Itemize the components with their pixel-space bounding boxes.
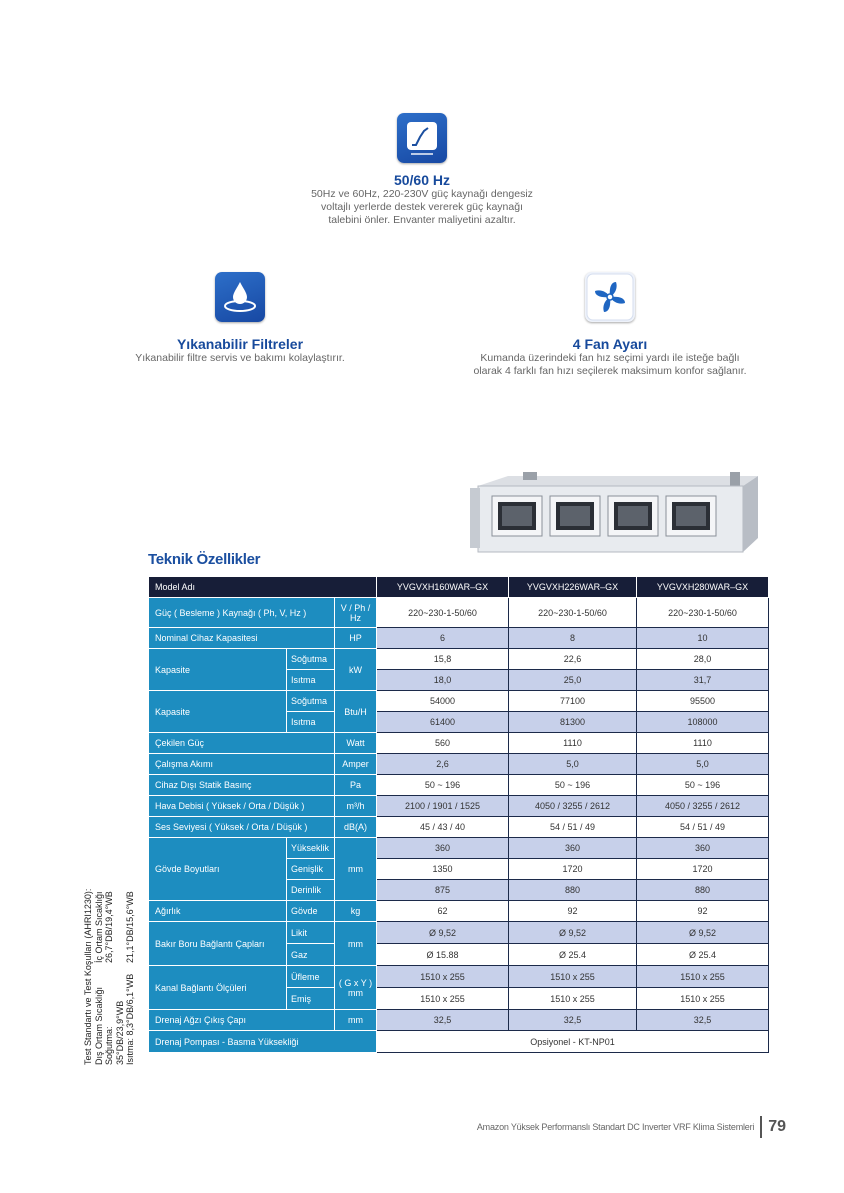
cell-value: 1720: [637, 859, 769, 880]
cell-value: 95500: [637, 691, 769, 712]
row-unit: kg: [335, 901, 377, 922]
cell-value: 1510 x 255: [637, 966, 769, 988]
footer-text: Amazon Yüksek Performanslı Standart DC Inverter VRF Klima Sistemleri: [476, 1122, 755, 1132]
cell-value: 4050 / 3255 / 2612: [509, 796, 637, 817]
feature-description: [100, 352, 380, 365]
cell-value: 92: [637, 901, 769, 922]
cell-value: 50 ~ 196: [377, 775, 509, 796]
row-unit: mm: [335, 838, 377, 901]
cooling-indoor: 26,7°DB/19,4°WB: [104, 891, 114, 963]
row-sublabel: Soğutma: [287, 649, 335, 670]
cell-value: 2100 / 1901 / 1525: [377, 796, 509, 817]
row-unit: HP: [335, 628, 377, 649]
row-sublabel: Soğutma: [287, 691, 335, 712]
feature-line: talebini önler. Envanter maliyetini azaltır.: [328, 214, 516, 226]
table-row: [149, 966, 769, 988]
row-label: Güç ( Besleme ) Kaynağı ( Ph, V, Hz ): [149, 598, 335, 628]
feature-line: voltajlı yerlerde destek vererek güç kaynağı: [321, 201, 523, 213]
cell-value: 108000: [637, 712, 769, 733]
row-sublabel: Likit: [287, 922, 335, 944]
feature-description: [270, 188, 574, 227]
feature-description: [430, 352, 790, 378]
row-unit: kW: [335, 649, 377, 691]
row-label: Bakır Boru Bağlantı Çapları: [149, 922, 287, 966]
table-row: [149, 598, 769, 628]
note-cooling: [104, 835, 125, 1065]
cell-value: 1110: [509, 733, 637, 754]
cell-value: 1110: [637, 733, 769, 754]
row-unit: Btu/H: [335, 691, 377, 733]
table-row: [149, 901, 769, 922]
cell-value: 880: [509, 880, 637, 901]
feature-line: 50Hz ve 60Hz, 220-230V güç kaynağı dengesiz: [311, 188, 533, 200]
cell-value: 1510 x 255: [637, 988, 769, 1010]
note-title: Test Standartı ve Test Koşulları (AHRI1230):: [83, 888, 93, 1065]
test-conditions-note: [83, 835, 136, 1065]
cell-value: 18,0: [377, 670, 509, 691]
cell-value: Ø 25.4: [509, 944, 637, 966]
row-label: Drenaj Ağzı Çıkış Çapı: [149, 1010, 335, 1031]
feature-50-60hz: [270, 113, 574, 227]
cell-value: 5,0: [509, 754, 637, 775]
row-label: Kapasite: [149, 649, 287, 691]
note-labels: [94, 835, 105, 1065]
table-row: [149, 754, 769, 775]
feature-4-fan: [430, 272, 790, 378]
cell-value: Ø 9,52: [509, 922, 637, 944]
cell-value: 22,6: [509, 649, 637, 670]
cell-value: 28,0: [637, 649, 769, 670]
cell-value: 8: [509, 628, 637, 649]
cell-value: 220~230-1-50/60: [377, 598, 509, 628]
cell-value: 92: [509, 901, 637, 922]
cell-value: 360: [377, 838, 509, 859]
row-label: Çekilen Güç: [149, 733, 335, 754]
cell-value: 560: [377, 733, 509, 754]
row-sublabel: Isıtma: [287, 670, 335, 691]
cell-value: 50 ~ 196: [637, 775, 769, 796]
row-label: Hava Debisi ( Yüksek / Orta / Düşük ): [149, 796, 335, 817]
cell-value: 61400: [377, 712, 509, 733]
row-unit: V / Ph / Hz: [335, 598, 377, 628]
row-unit: mm: [335, 922, 377, 966]
cell-value: 45 / 43 / 40: [377, 817, 509, 838]
cell-value: 360: [637, 838, 769, 859]
table-row: [149, 691, 769, 712]
cell-value: 54 / 51 / 49: [637, 817, 769, 838]
row-sublabel: Yükseklik: [287, 838, 335, 859]
indoor-label: İç Ortam Sıcaklığı: [93, 891, 104, 963]
row-sublabel: Derinlik: [287, 880, 335, 901]
outdoor-label: Dış Ortam Sıcaklığı: [93, 986, 104, 1065]
cell-value: Ø 9,52: [637, 922, 769, 944]
cell-value: 15,8: [377, 649, 509, 670]
cell-value: 10: [637, 628, 769, 649]
cell-value: 880: [637, 880, 769, 901]
table-row: [149, 775, 769, 796]
model-header: YVGVXH280WAR–GX: [637, 577, 769, 598]
cell-value: 25,0: [509, 670, 637, 691]
feature-title: 4 Fan Ayarı: [572, 336, 648, 352]
table-row: [149, 922, 769, 944]
header-label: Model Adı: [149, 577, 377, 598]
row-unit: Amper: [335, 754, 377, 775]
table-row: [149, 628, 769, 649]
row-sublabel: Gövde: [287, 901, 335, 922]
cell-value: 50 ~ 196: [509, 775, 637, 796]
fan-icon: [585, 272, 635, 322]
cell-value: 2,6: [377, 754, 509, 775]
cell-value: 77100: [509, 691, 637, 712]
row-sublabel: Gaz: [287, 944, 335, 966]
cell-value: 1510 x 255: [509, 988, 637, 1010]
cell-value: Opsiyonel - KT-NP01: [377, 1031, 769, 1053]
row-unit: ( G x Y ) mm: [335, 966, 377, 1010]
feature-line: Kumanda üzerindeki fan hız seçimi yardı ile isteğe bağlı: [480, 352, 740, 364]
cell-value: 62: [377, 901, 509, 922]
table-row: [149, 838, 769, 859]
cell-value: 32,5: [637, 1010, 769, 1031]
cell-value: Ø 25.4: [637, 944, 769, 966]
feature-line: Yıkanabilir filtre servis ve bakımı kolaylaştırır.: [135, 352, 345, 364]
cell-value: 220~230-1-50/60: [509, 598, 637, 628]
spec-table: [148, 576, 769, 1053]
cell-value: 32,5: [377, 1010, 509, 1031]
cell-value: 5,0: [637, 754, 769, 775]
section-title: Teknik Özellikler: [148, 551, 261, 568]
row-label: Nominal Cihaz Kapasitesi: [149, 628, 335, 649]
row-label: Kapasite: [149, 691, 287, 733]
cell-value: 360: [509, 838, 637, 859]
note-heating: [125, 835, 136, 1065]
row-sublabel: Üfleme: [287, 966, 335, 988]
row-label: Ses Seviyesi ( Yüksek / Orta / Düşük ): [149, 817, 335, 838]
cell-value: 1510 x 255: [509, 966, 637, 988]
cell-value: 32,5: [509, 1010, 637, 1031]
cell-value: 1350: [377, 859, 509, 880]
frequency-icon: [397, 113, 447, 163]
cell-value: 1510 x 255: [377, 966, 509, 988]
row-sublabel: Genişlik: [287, 859, 335, 880]
row-label: Ağırlık: [149, 901, 287, 922]
feature-washable-filters: [100, 272, 380, 365]
water-drop-icon: [215, 272, 265, 322]
row-unit: Watt: [335, 733, 377, 754]
feature-line: olarak 4 farklı fan hızı seçilerek maksimum konfor sağlanır.: [473, 365, 747, 377]
cell-value: 875: [377, 880, 509, 901]
cell-value: 54000: [377, 691, 509, 712]
row-label: Kanal Bağlantı Ölçüleri: [149, 966, 287, 1010]
table-row: [149, 1031, 769, 1053]
cell-value: 4050 / 3255 / 2612: [637, 796, 769, 817]
table-row: [149, 733, 769, 754]
model-header: YVGVXH160WAR–GX: [377, 577, 509, 598]
feature-title: Yıkanabilir Filtreler: [176, 336, 304, 352]
table-row: [149, 1010, 769, 1031]
cell-value: 6: [377, 628, 509, 649]
row-label: Çalışma Akımı: [149, 754, 335, 775]
cell-value: 220~230-1-50/60: [637, 598, 769, 628]
model-header: YVGVXH226WAR–GX: [509, 577, 637, 598]
heating-outdoor: Isıtma: 8,3°DB/6,1°WB: [125, 973, 135, 1065]
row-sublabel: Emiş: [287, 988, 335, 1010]
heating-indoor: 21,1°DB/15,6°WB: [125, 891, 135, 963]
row-sublabel: Isıtma: [287, 712, 335, 733]
cell-value: 31,7: [637, 670, 769, 691]
row-unit: Pa: [335, 775, 377, 796]
cell-value: 1720: [509, 859, 637, 880]
feature-title: 50/60 Hz: [393, 172, 451, 188]
table-row: [149, 649, 769, 670]
row-label: Gövde Boyutları: [149, 838, 287, 901]
row-unit: dB(A): [335, 817, 377, 838]
cell-value: 1510 x 255: [377, 988, 509, 1010]
row-label: Drenaj Pompası - Basma Yüksekliği: [149, 1031, 377, 1053]
page-number: 79: [768, 1118, 786, 1135]
table-header-row: [149, 577, 769, 598]
cell-value: Ø 15.88: [377, 944, 509, 966]
page-footer: [440, 1116, 786, 1138]
footer-divider: [760, 1116, 762, 1138]
cell-value: 54 / 51 / 49: [509, 817, 637, 838]
cooling-outdoor: Soğutma: 35°DB/23,9°WB: [104, 1000, 125, 1065]
table-row: [149, 817, 769, 838]
row-label: Cihaz Dışı Statik Basınç: [149, 775, 335, 796]
cell-value: Ø 9,52: [377, 922, 509, 944]
table-row: [149, 796, 769, 817]
cell-value: 81300: [509, 712, 637, 733]
row-unit: mm: [335, 1010, 377, 1031]
product-image: [468, 472, 758, 556]
row-unit: m³/h: [335, 796, 377, 817]
